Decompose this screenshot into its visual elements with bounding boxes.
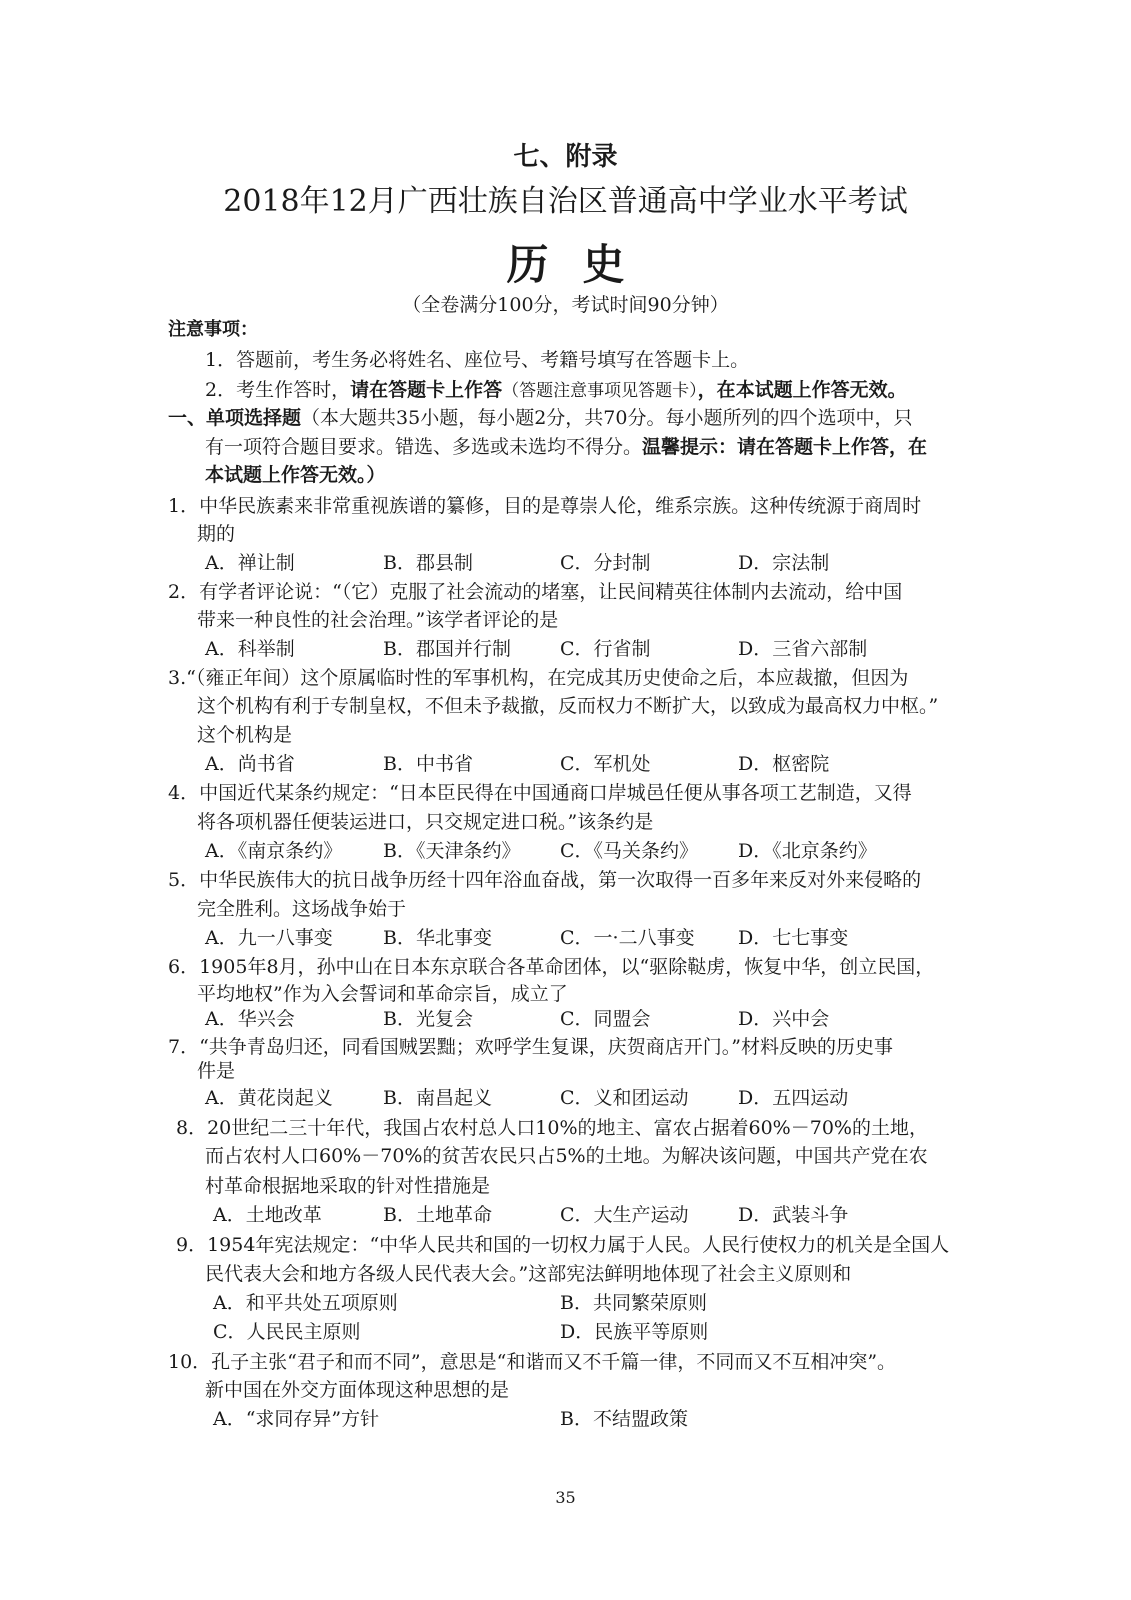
- option-b: B．光复会: [383, 1008, 473, 1030]
- option-d: D．民族平等原则: [560, 1321, 709, 1343]
- option-c: C．同盟会: [560, 1008, 651, 1030]
- section1-line-2-b: 温馨提示：请在答题卡上作答，在: [642, 436, 928, 458]
- section1-line-1: [168, 406, 912, 430]
- section1-label: 一、单项选择题: [168, 407, 302, 429]
- option-d: D．三省六部制: [738, 638, 868, 660]
- section1-line-2: [205, 435, 927, 459]
- page-number: 35: [555, 1488, 576, 1507]
- option-a: A．和平共处五项原则: [213, 1292, 398, 1314]
- subject-title: 历史: [506, 240, 659, 289]
- option-a: A．“求同存异”方针: [213, 1408, 380, 1430]
- option-b: B．华北事变: [383, 927, 492, 949]
- notice-item-1: 1．答题前，考生务必将姓名、座位号、考籍号填写在答题卡上。: [205, 349, 750, 371]
- option-d: D．宗法制: [738, 552, 830, 574]
- option-d: D．兴中会: [738, 1008, 830, 1030]
- question-line: 7．“共争青岛归还，同看国贼罢黜；欢呼学生复课，庆贺商店开门。”材料反映的历史事: [168, 1036, 894, 1058]
- option-c: C．军机处: [560, 753, 651, 775]
- option-b: B．郡国并行制: [383, 638, 511, 660]
- question-line: 9．1954年宪法规定：“中华人民共和国的一切权力属于人民。人民行使权力的机关是全国人: [176, 1234, 950, 1256]
- option-d: D．《北京条约》: [738, 840, 877, 862]
- question-line: 期的: [197, 523, 236, 545]
- option-c: C．义和团运动: [560, 1087, 689, 1109]
- option-a: A．华兴会: [205, 1008, 295, 1030]
- option-c: C．大生产运动: [560, 1204, 689, 1226]
- exam-title: 2018年12月广西壮族自治区普通高中学业水平考试: [223, 184, 908, 219]
- question-line: 4．中国近代某条约规定：“日本臣民得在中国通商口岸城邑任便从事各项工艺制造，又得: [168, 782, 912, 804]
- question-line: 件是: [197, 1060, 236, 1082]
- question-line: 2．有学者评论说：“（它）克服了社会流动的堵塞，让民间精英往体制内去流动，给中国: [168, 581, 903, 603]
- option-b: B．中书省: [383, 753, 473, 775]
- option-d: D．五四运动: [738, 1087, 849, 1109]
- question-line: 这个机构有利于专制皇权，不但未予裁撤，反而权力不断扩大，以致成为最高权力中枢。”: [197, 695, 939, 717]
- question-line: 村革命根据地采取的针对性措施是: [205, 1175, 491, 1197]
- question-line: 1．中华民族素来非常重视族谱的纂修，目的是尊崇人伦，维系宗族。这种传统源于商周时: [168, 495, 922, 517]
- question-line: 平均地权”作为入会誓词和革命宗旨，成立了: [197, 983, 568, 1005]
- question-line: 这个机构是: [197, 724, 293, 746]
- option-c: C．《马关条约》: [560, 840, 699, 862]
- option-a: A．黄花岗起义: [205, 1087, 333, 1109]
- question-line: 3.“（雍正年间）这个原属临时性的军事机构，在完成其历史使命之后，本应裁撤，但因为: [168, 667, 909, 689]
- question-line: 将各项机器任便装运进口，只交规定进口税。”该条约是: [197, 811, 654, 833]
- option-c: C．人民民主原则: [213, 1321, 361, 1343]
- option-b: B．不结盟政策: [560, 1408, 688, 1430]
- question-line: 完全胜利。这场战争始于: [197, 898, 407, 920]
- option-b: B．共同繁荣原则: [560, 1292, 707, 1314]
- option-c: C．一·二八事变: [560, 927, 695, 949]
- question-line: 而占农村人口60%－70%的贫苦农民只占5%的土地。为解决该问题，中国共产党在农: [205, 1145, 928, 1167]
- option-a: A．九一八事变: [205, 927, 333, 949]
- option-b: B．郡县制: [383, 552, 473, 574]
- question-line: 6．1905年8月，孙中山在日本东京联合各革命团体，以“驱除鞑虏，恢复中华，创立民国，: [168, 956, 935, 978]
- notice-item-2-c: （答题注意事项见答题卡）: [502, 381, 698, 401]
- question-line: 民代表大会和地方各级人民代表大会。”这部宪法鲜明地体现了社会主义原则和: [205, 1263, 852, 1285]
- question-line: 10．孔子主张“君子和而不同”，意思是“和谐而又不千篇一律，不同而又不互相冲突”。: [168, 1351, 897, 1373]
- score-note: （全卷满分100分，考试时间90分钟）: [402, 294, 729, 316]
- option-a: A．科举制: [205, 638, 295, 660]
- question-line: 8．20世纪二三十年代，我国占农村总人口10%的地主、富农占据着60%－70%的土地，: [176, 1117, 928, 1139]
- option-a: A．《南京条约》: [205, 840, 343, 862]
- notice-item-2: [205, 378, 907, 403]
- section1-line-2-a: 有一项符合题目要求。错选、多选或未选均不得分。: [205, 436, 643, 458]
- question-line: 5．中华民族伟大的抗日战争历经十四年浴血奋战，第一次取得一百多年来反对外来侵略的: [168, 869, 922, 891]
- notice-item-2-b: 请在答题卡上作答: [350, 379, 503, 401]
- section1-line-3: 本试题上作答无效。）: [205, 464, 386, 486]
- question-line: 带来一种良性的社会治理。”该学者评论的是: [197, 609, 559, 631]
- notice-item-2-d: ，在本试题上作答无效。: [697, 379, 907, 401]
- notice-heading: 注意事项：: [168, 319, 258, 340]
- option-a: A．尚书省: [205, 753, 295, 775]
- option-a: A．土地改革: [213, 1204, 322, 1226]
- option-a: A．禅让制: [205, 552, 295, 574]
- option-d: D．武装斗争: [738, 1204, 849, 1226]
- option-c: C．行省制: [560, 638, 651, 660]
- option-c: C．分封制: [560, 552, 651, 574]
- option-b: B．南昌起义: [383, 1087, 492, 1109]
- option-d: D．七七事变: [738, 927, 849, 949]
- option-b: B．土地革命: [383, 1204, 492, 1226]
- question-line: 新中国在外交方面体现这种思想的是: [205, 1379, 510, 1401]
- section1-line-1-text: （本大题共35小题，每小题2分，共70分。每小题所列的四个选项中，只: [301, 407, 913, 429]
- option-b: B．《天津条约》: [383, 840, 521, 862]
- option-d: D．枢密院: [738, 753, 830, 775]
- notice-item-2-a: 2．考生作答时，: [205, 379, 351, 401]
- section-heading: 七、附录: [513, 142, 618, 172]
